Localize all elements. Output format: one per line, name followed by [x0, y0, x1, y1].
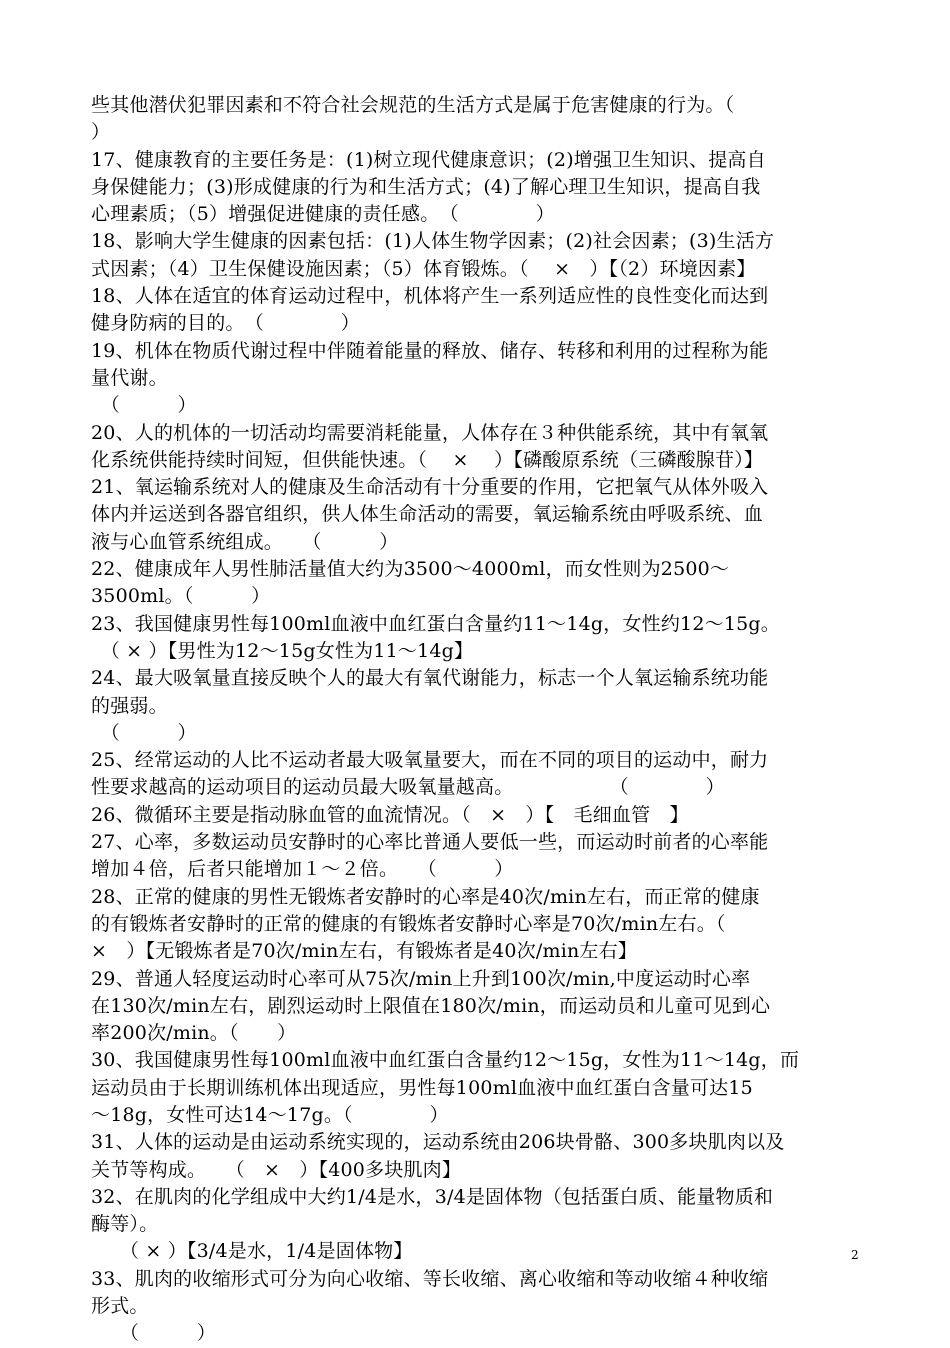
text-line: 27、心率，多数运动员安静时的心率比普通人要低一些，而运动时前者的心率能	[91, 831, 769, 854]
text-line: 18、人体在适宜的体育运动过程中，机体将产生一系列适应性的良性变化而达到	[91, 285, 769, 308]
text-line: 21、氧运输系统对人的健康及生命活动有十分重要的作用，它把氧气从体外吸入	[91, 476, 769, 499]
text-line: 24、最大吸氧量直接反映个人的最大有氧代谢能力，标志一个人氧运输系统功能	[91, 667, 769, 690]
text-line: 些其他潜伏犯罪因素和不符合社会规范的生活方式是属于危害健康的行为。（	[91, 94, 735, 116]
page-number: 2	[851, 1248, 859, 1262]
text-line: 增加４倍，后者只能增加１～２倍。 （ ）	[91, 858, 514, 881]
text-line: 量代谢。	[91, 366, 168, 389]
text-line: 体内并运送到各器官组织，供人体生命活动的需要，氧运输系统由呼吸系统、血	[91, 503, 764, 526]
text-line: 32、在肌肉的化学组成中大约1/4是水，3/4是固体物（包括蛋白质、能量物质和	[91, 1185, 774, 1208]
text-line: 的强弱。	[91, 694, 168, 717]
text-line: 酶等）。	[91, 1213, 159, 1236]
text-line: 31、人体的运动是由运动系统实现的，运动系统由206块骨骼、300多块肌肉以及	[91, 1131, 785, 1154]
text-line: × ）【无锻炼者是70次/min左右，有锻炼者是40次/min左右】	[91, 940, 638, 963]
text-line: 关节等构成。 （ × ）【400多块肌肉】	[91, 1158, 462, 1181]
text-line: 化系统供能持续时间短，但供能快速。（ × ）【磷酸原系统（三磷酸腺苷）】	[91, 448, 764, 471]
text-line: 29、普通人轻度运动时心率可从75次/min上升到100次/min,中度运动时心率	[91, 967, 751, 990]
text-line: 在130次/min左右，剧烈运动时上限值在180次/min，而运动员和儿童可见到心	[91, 994, 771, 1017]
text-line: 22、健康成年人男性肺活量值大约为3500～4000ml，而女性则为2500～	[91, 558, 730, 581]
text-line: 形式。	[91, 1295, 149, 1318]
text-line: 28、正常的健康的男性无锻炼者安静时的心率是40次/min左右，而正常的健康	[91, 885, 760, 908]
text-line: 30、我国健康男性每100ml血液中血红蛋白含量约12～15g，女性为11～14g，而	[91, 1049, 800, 1072]
text-line: 液与心血管系统组成。 （ ）	[91, 530, 399, 553]
text-line: 性要求越高的运动项目的运动员最大吸氧量越高。 （ ）	[91, 776, 725, 799]
document-body	[91, 92, 861, 1348]
text-line: 健身防病的目的。 （ ）	[91, 312, 361, 335]
text-line: （ ）	[91, 394, 197, 417]
text-line: 20、人的机体的一切活动均需要消耗能量，人体存在３种供能系统，其中有氧氧	[91, 421, 769, 444]
text-line: 身保健能力；(3)形成健康的行为和生活方式；(4)了解心理卫生知识，提高自我	[91, 175, 761, 198]
text-line: （ ）	[91, 721, 197, 744]
text-line: 3500ml。（ ）	[91, 585, 271, 608]
text-line: 17、健康教育的主要任务是：(1)树立现代健康意识；(2)增强卫生知识、提高自	[91, 148, 766, 171]
text-line: 的有锻炼者安静时的正常的健康的有锻炼者安静时心率是70次/min左右。（	[91, 912, 726, 935]
text-line: 18、影响大学生健康的因素包括：(1)人体生物学因素；(2)社会因素；(3)生活方	[91, 230, 775, 253]
text-line: 运动员由于长期训练机体出现适应，男性每100ml血液中血红蛋白含量可达15	[91, 1076, 753, 1099]
text-line: 心理素质；（5）增强促进健康的责任感。 （ ）	[91, 203, 555, 226]
text-line: ～18g，女性可达14～17g。（ ）	[91, 1103, 449, 1126]
text-line: 33、肌肉的收缩形式可分为向心收缩、等长收缩、离心收缩和等动收缩４种收缩	[91, 1267, 769, 1290]
text-line: 25、经常运动的人比不运动者最大吸氧量要大，而在不同的项目的运动中，耐力	[91, 749, 769, 772]
text-line: （ × ）【3/4是水，1/4是固体物】	[91, 1240, 413, 1263]
text-line: 式因素；（4）卫生保健设施因素；（5）体育锻炼。（ × ）【（2）环境因素】	[91, 257, 756, 280]
text-line: （ × ）【男性为12～15g女性为11～14g】	[91, 639, 474, 662]
text-line: ）	[91, 121, 111, 144]
text-line: 19、机体在物质代谢过程中伴随着能量的释放、储存、转移和利用的过程称为能	[91, 339, 769, 362]
text-line: 26、微循环主要是指动脉血管的血流情况。（ × ）【 毛细血管 】	[91, 803, 689, 826]
text-line: 率200次/min。（ ）	[91, 1022, 297, 1045]
text-line: 23、我国健康男性每100ml血液中血红蛋白含量约11～14g，女性约12～15g。	[91, 612, 780, 635]
text-line: （ ）	[91, 1322, 216, 1345]
